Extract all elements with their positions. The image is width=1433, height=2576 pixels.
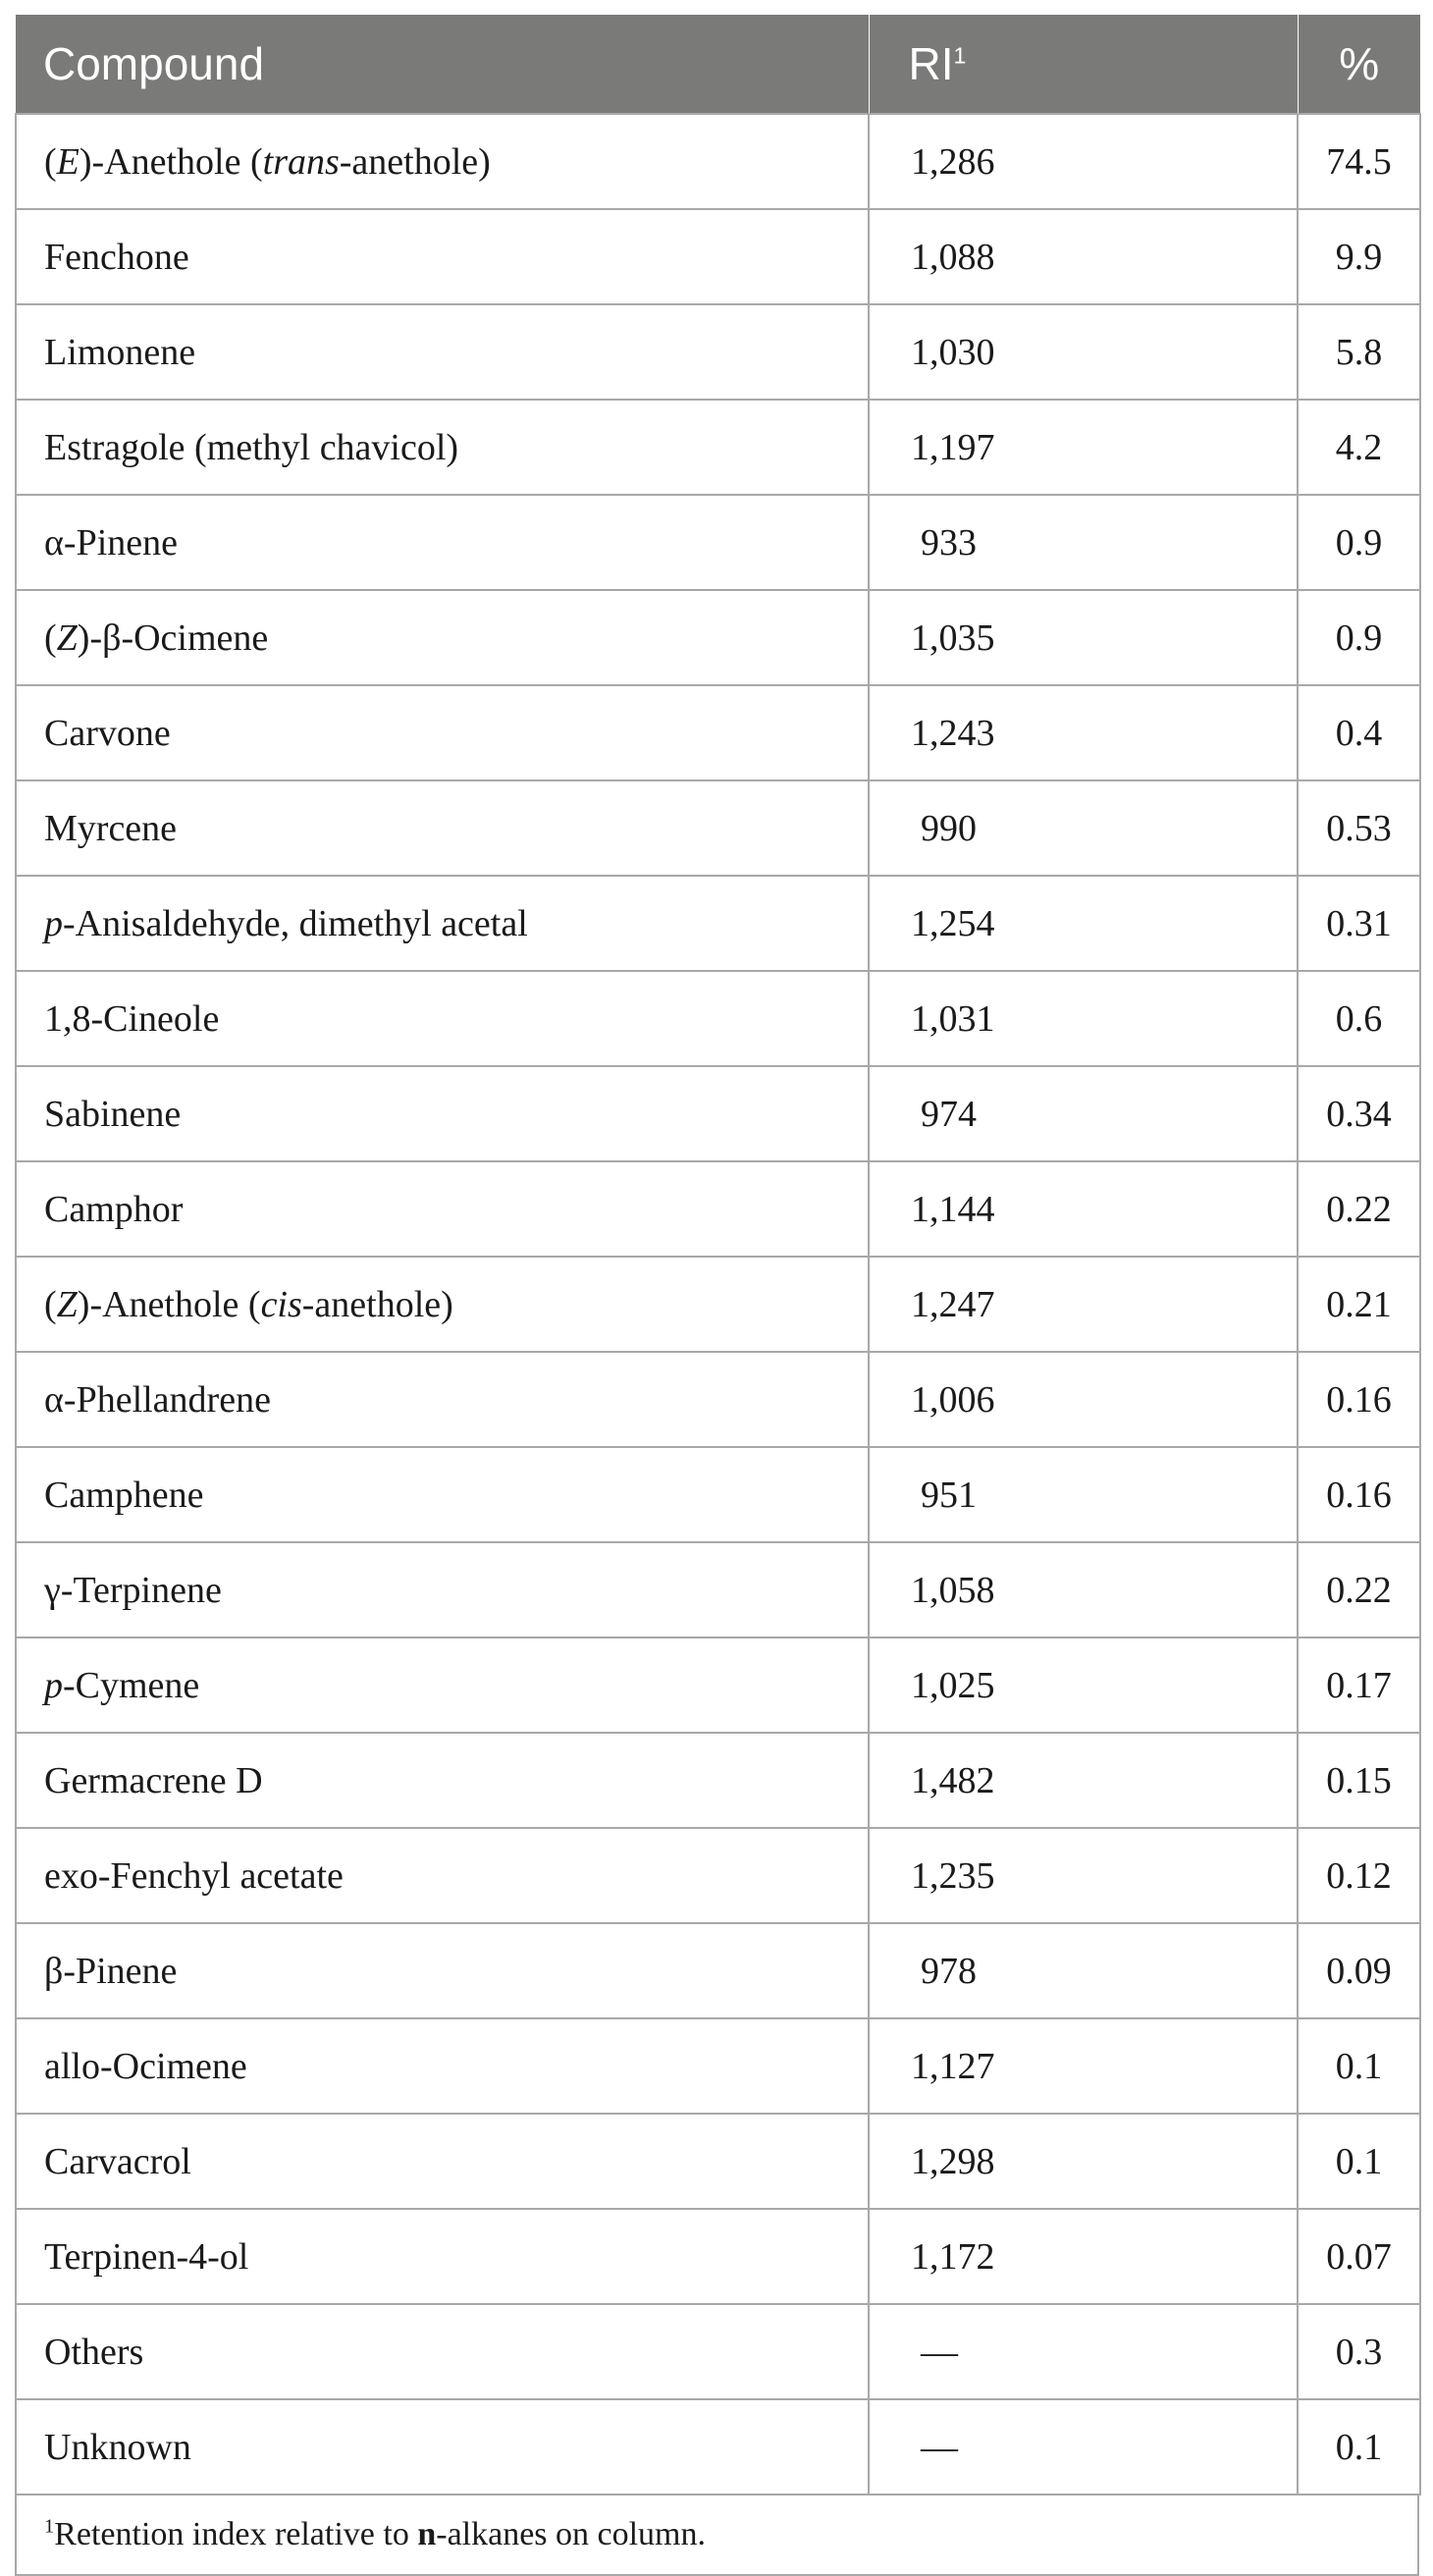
table-body xyxy=(16,114,1420,2495)
percent-cell: 4.2 xyxy=(1298,400,1420,495)
retention-index-cell: 1,031 xyxy=(869,971,1298,1066)
table-row xyxy=(16,1828,1420,1923)
table-row xyxy=(16,1257,1420,1352)
header-percent: % xyxy=(1298,15,1420,114)
percent-cell: 0.22 xyxy=(1298,1161,1420,1257)
compound-name-part: -anethole) xyxy=(301,1283,453,1325)
percent-cell: 0.07 xyxy=(1298,2209,1420,2304)
table-row xyxy=(16,2114,1420,2209)
compound-name-part: ( xyxy=(44,140,57,183)
percent-cell: 0.53 xyxy=(1298,780,1420,876)
table-row xyxy=(16,304,1420,400)
percent-cell: 0.3 xyxy=(1298,2304,1420,2399)
retention-index-cell: 974 xyxy=(869,1066,1298,1161)
compound-name-cell xyxy=(16,1828,869,1923)
percent-cell: 0.12 xyxy=(1298,1828,1420,1923)
compound-table-container xyxy=(15,15,1419,2576)
retention-index-cell: 1,235 xyxy=(869,1828,1298,1923)
compound-name-part: Fenchone xyxy=(44,236,189,278)
compound-name-part: )-Anethole ( xyxy=(77,1283,261,1325)
retention-index-cell: 1,286 xyxy=(869,114,1298,209)
compound-name-part: α-Phellandrene xyxy=(44,1378,271,1421)
compound-name-italic-part: Z xyxy=(56,1283,78,1325)
compound-name-italic-part: Z xyxy=(56,617,78,659)
retention-index-cell: 951 xyxy=(869,1447,1298,1542)
compound-name-cell xyxy=(16,2114,869,2209)
table-row xyxy=(16,1447,1420,1542)
header-row xyxy=(16,15,1420,114)
compound-name-part: allo-Ocimene xyxy=(44,2045,247,2087)
retention-index-cell: 1,088 xyxy=(869,209,1298,304)
retention-index-cell: 978 xyxy=(869,1923,1298,2018)
retention-index-cell: 1,127 xyxy=(869,2018,1298,2114)
compound-name-part: )-β-Ocimene xyxy=(77,617,269,659)
compound-name-cell xyxy=(16,876,869,971)
table-row xyxy=(16,114,1420,209)
table-row xyxy=(16,209,1420,304)
compound-name-cell xyxy=(16,2209,869,2304)
compound-name-cell xyxy=(16,1542,869,1637)
retention-index-cell: 990 xyxy=(869,780,1298,876)
percent-cell: 0.22 xyxy=(1298,1542,1420,1637)
compound-name-cell xyxy=(16,1066,869,1161)
compound-name-cell xyxy=(16,1447,869,1542)
compound-name-part: 1,8-Cineole xyxy=(44,997,220,1040)
compound-name-part: Myrcene xyxy=(44,807,178,849)
compound-name-part: Camphene xyxy=(44,1474,204,1516)
table-row xyxy=(16,685,1420,780)
compound-name-part: β-Pinene xyxy=(44,1950,178,1992)
percent-cell: 0.1 xyxy=(1298,2114,1420,2209)
compound-name-part: ( xyxy=(44,617,57,659)
percent-cell: 0.9 xyxy=(1298,495,1420,590)
compound-name-cell xyxy=(16,2018,869,2114)
retention-index-cell: — xyxy=(869,2304,1298,2399)
retention-index-cell: 1,197 xyxy=(869,400,1298,495)
retention-index-cell: 1,006 xyxy=(869,1352,1298,1447)
table-row xyxy=(16,495,1420,590)
compound-name-italic-part: p xyxy=(44,902,63,944)
retention-index-cell: 1,030 xyxy=(869,304,1298,400)
compound-name-cell xyxy=(16,209,869,304)
compound-name-part: γ-Terpinene xyxy=(44,1569,222,1611)
compound-name-cell xyxy=(16,1637,869,1733)
compound-name-part: exo-Fenchyl acetate xyxy=(44,1854,344,1897)
compound-name-cell xyxy=(16,590,869,685)
retention-index-cell: 1,058 xyxy=(869,1542,1298,1637)
percent-cell: 0.21 xyxy=(1298,1257,1420,1352)
compound-name-part: Carvone xyxy=(44,712,171,754)
table-footnote xyxy=(15,2496,1419,2576)
compound-table xyxy=(15,15,1421,2496)
retention-index-cell: 1,144 xyxy=(869,1161,1298,1257)
compound-name-cell xyxy=(16,1733,869,1828)
compound-name-cell xyxy=(16,685,869,780)
header-ri-label: RI xyxy=(908,38,954,89)
retention-index-cell: 1,298 xyxy=(869,2114,1298,2209)
compound-name-part: -Anisaldehyde, dimethyl acetal xyxy=(63,902,528,944)
table-row xyxy=(16,1733,1420,1828)
compound-name-part: Camphor xyxy=(44,1188,184,1230)
footnote-mark: 1 xyxy=(44,2515,55,2538)
table-row xyxy=(16,1066,1420,1161)
compound-name-cell xyxy=(16,1923,869,2018)
retention-index-cell: 1,035 xyxy=(869,590,1298,685)
header-ri-footnote-mark: 1 xyxy=(953,42,967,69)
percent-cell: 0.4 xyxy=(1298,685,1420,780)
table-row xyxy=(16,876,1420,971)
table-row xyxy=(16,2399,1420,2495)
footnote-text-after: -alkanes on column. xyxy=(436,2516,707,2552)
table-row xyxy=(16,1352,1420,1447)
percent-cell: 0.1 xyxy=(1298,2399,1420,2495)
compound-name-italic-part: cis xyxy=(260,1283,302,1325)
compound-name-cell xyxy=(16,1257,869,1352)
percent-cell: 0.17 xyxy=(1298,1637,1420,1733)
retention-index-cell: 1,243 xyxy=(869,685,1298,780)
compound-name-cell xyxy=(16,495,869,590)
table-row xyxy=(16,2018,1420,2114)
compound-name-part: ( xyxy=(44,1283,57,1325)
compound-name-italic-part: trans xyxy=(262,140,340,183)
percent-cell: 0.16 xyxy=(1298,1447,1420,1542)
compound-name-cell xyxy=(16,1161,869,1257)
compound-name-part: )-Anethole ( xyxy=(79,140,263,183)
retention-index-cell: 1,172 xyxy=(869,2209,1298,2304)
compound-name-part: α-Pinene xyxy=(44,521,178,564)
percent-cell: 74.5 xyxy=(1298,114,1420,209)
header-ri xyxy=(869,15,1298,114)
compound-name-part: Estragole (methyl chavicol) xyxy=(44,426,459,468)
compound-name-cell xyxy=(16,2304,869,2399)
retention-index-cell: 1,482 xyxy=(869,1733,1298,1828)
table-row xyxy=(16,1923,1420,2018)
compound-name-part: -Cymene xyxy=(63,1664,200,1706)
percent-cell: 0.16 xyxy=(1298,1352,1420,1447)
compound-name-cell xyxy=(16,780,869,876)
table-row xyxy=(16,1542,1420,1637)
percent-cell: 0.31 xyxy=(1298,876,1420,971)
compound-name-part: Sabinene xyxy=(44,1093,182,1135)
footnote-text-before: Retention index relative to xyxy=(54,2516,418,2552)
table-row xyxy=(16,1637,1420,1733)
compound-name-italic-part: E xyxy=(56,140,80,183)
compound-name-cell xyxy=(16,304,869,400)
retention-index-cell: — xyxy=(869,2399,1298,2495)
compound-name-cell xyxy=(16,1352,869,1447)
percent-cell: 0.6 xyxy=(1298,971,1420,1066)
retention-index-cell: 1,247 xyxy=(869,1257,1298,1352)
table-row xyxy=(16,590,1420,685)
compound-name-cell xyxy=(16,114,869,209)
percent-cell: 9.9 xyxy=(1298,209,1420,304)
compound-name-part: Others xyxy=(44,2331,144,2373)
compound-name-italic-part: p xyxy=(44,1664,63,1706)
retention-index-cell: 1,254 xyxy=(869,876,1298,971)
compound-name-cell xyxy=(16,971,869,1066)
compound-name-cell xyxy=(16,2399,869,2495)
compound-name-part: Germacrene D xyxy=(44,1759,263,1801)
table-row xyxy=(16,971,1420,1066)
table-row xyxy=(16,1161,1420,1257)
percent-cell: 0.09 xyxy=(1298,1923,1420,2018)
table-row xyxy=(16,2304,1420,2399)
table-row xyxy=(16,780,1420,876)
retention-index-cell: 1,025 xyxy=(869,1637,1298,1733)
compound-name-part: Unknown xyxy=(44,2426,191,2468)
table-row xyxy=(16,2209,1420,2304)
footnote-bold-n: n xyxy=(417,2516,437,2552)
compound-name-part: Limonene xyxy=(44,331,196,373)
table-row xyxy=(16,400,1420,495)
percent-cell: 0.15 xyxy=(1298,1733,1420,1828)
retention-index-cell: 933 xyxy=(869,495,1298,590)
table-header xyxy=(16,15,1420,114)
compound-name-part: -anethole) xyxy=(339,140,491,183)
compound-name-cell xyxy=(16,400,869,495)
percent-cell: 0.1 xyxy=(1298,2018,1420,2114)
percent-cell: 5.8 xyxy=(1298,304,1420,400)
percent-cell: 0.9 xyxy=(1298,590,1420,685)
compound-name-part: Carvacrol xyxy=(44,2140,191,2182)
header-compound: Compound xyxy=(16,15,869,114)
compound-name-part: Terpinen-4-ol xyxy=(44,2235,249,2278)
percent-cell: 0.34 xyxy=(1298,1066,1420,1161)
